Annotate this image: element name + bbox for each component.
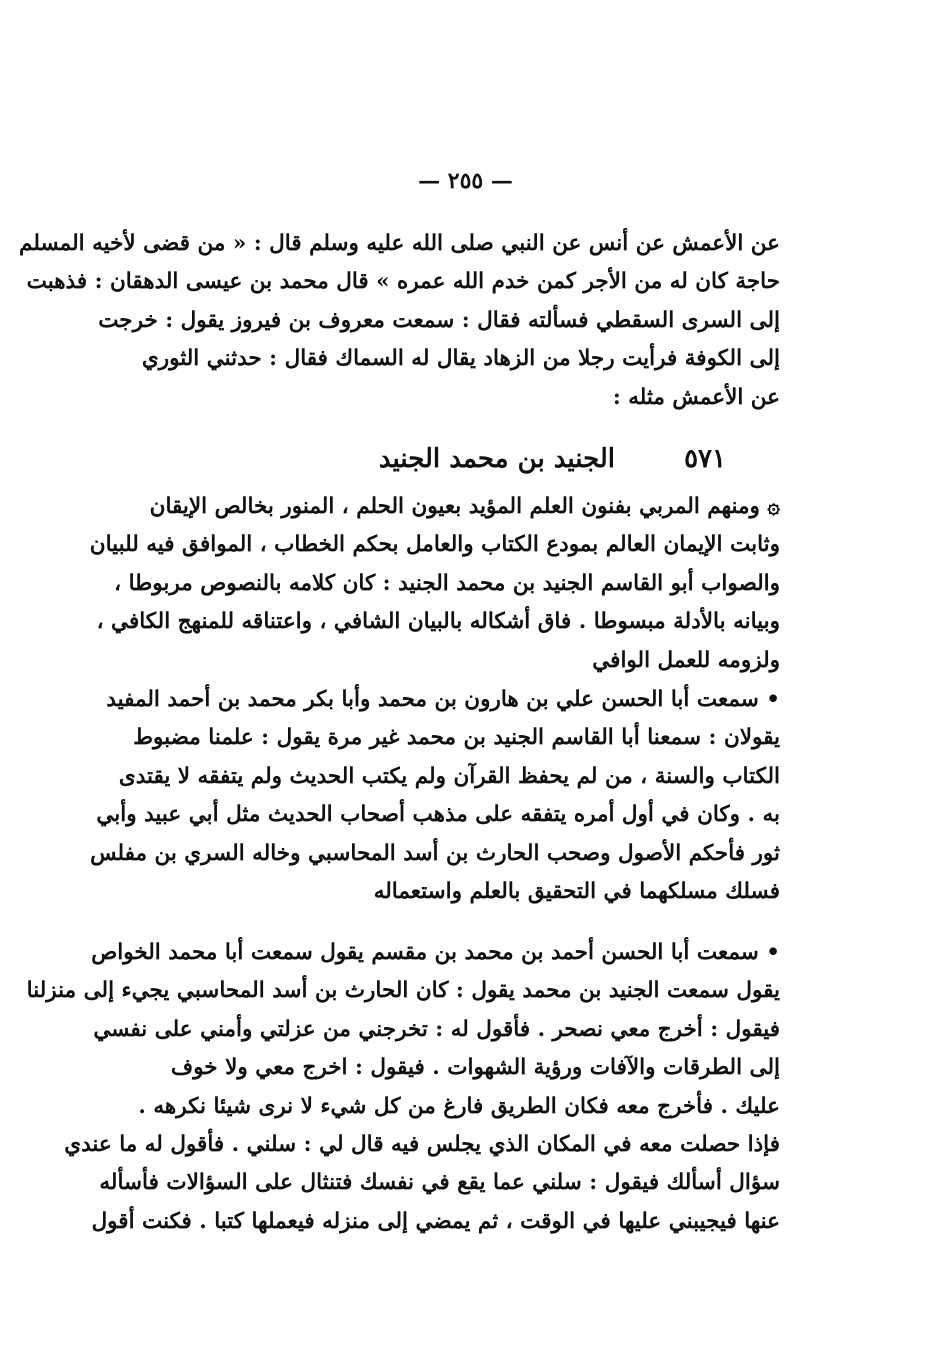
text-line: إلى الكوفة فرأيت رجلا من الزهاد يقال له السماك فقال : حدثني الثوري: [141, 346, 780, 372]
text-line: فإذا حصلت معه في المكان الذي يجلس فيه قال لي : سلني . فأقول له ما عندي: [64, 1131, 780, 1157]
text-line: والصواب أبو القاسم الجنيد بن محمد الجنيد : كان كلامه بالنصوص مربوطا ،: [114, 570, 780, 596]
text-line: عن الأعمش عن أنس عن النبي صلى الله عليه وسلم قال : « من قضى لأخيه المسلم: [19, 231, 780, 256]
entry-heading: [188, 437, 780, 481]
text-line: إلى السرى السقطي فسألته فقال : سمعت معروف بن فيروز يقول : خرجت: [98, 307, 780, 333]
text-line: عنها فيجيبني عليها في الوقت ، ثم يمضي إلى منزله فيعملها كتبا . فكنت أقول: [91, 1208, 780, 1234]
text-line: • سمعت أبا الحسن علي بن هارون بن محمد وأبا بكر محمد بن أحمد المفيد: [106, 687, 780, 712]
text-line: فسلك مسلكهما في التحقيق بالعلم واستعماله: [373, 878, 780, 904]
text-line: يقولان : سمعنا أبا القاسم الجنيد بن محمد غير مرة يقول : علمنا مضبوط: [133, 725, 780, 751]
text-line: إلى الطرقات والآفات ورؤية الشهوات . فيقول : اخرج معي ولا خوف: [170, 1055, 780, 1081]
text-line: فيقول : أخرج معي نصحر . فأقول له : تخرجني من عزلتي وأمني على نفسي: [93, 1016, 780, 1042]
text-line: ولزومه للعمل الوافي: [592, 647, 780, 673]
text-line: الكتاب والسنة ، من لم يحفظ القرآن ولم يكتب الحديث ولم يتفقه لا يقتدى: [118, 763, 780, 789]
text-line: ۞ ومنهم المربي بفنون العلم المؤيد بعيون الحلم ، المنور بخالص الإيقان: [149, 494, 780, 519]
text-line: حاجة كان له من الأجر كمن خدم الله عمره » قال محمد بن عيسى الدهقان : فذهبت: [26, 269, 780, 295]
narration-paragraph: [26, 934, 780, 1241]
text-line: سؤال أسألك فيقول : سلني عما يقع في نفسك فتنثال على السؤالات فأسأله: [99, 1170, 780, 1196]
text-line: ثور فأحكم الأصول وصحب الحارث بن أسد المحاسبي وخاله السري بن مفلس: [90, 840, 780, 866]
text-line: • سمعت أبا الحسن أحمد بن محمد بن مقسم يقول سمعت أبا محمد الخواص: [91, 940, 780, 965]
intro-paragraph: [19, 225, 780, 417]
text-line: عليك . فأخرج معه فكان الطريق فارغ من كل شيء لا نرى شيئا نكرهه .: [138, 1093, 780, 1119]
entry-name: الجنيد بن محمد الجنيد: [378, 444, 615, 474]
text-line: عن الأعمش مثله :: [612, 384, 780, 410]
text-line: به . وكان في أول أمره يتفقه على مذهب أصحاب الحديث مثل أبي عبيد وأبي: [96, 802, 780, 828]
narration-paragraph: [90, 681, 780, 911]
text-line: يقول سمعت الجنيد بن محمد يقول : كان الحارث بن أسد المحاسبي يجيء إلى منزلنا: [26, 978, 780, 1004]
text-line: وبيانه بالأدلة مبسوطا . فاق أشكاله بالبيان الشافي ، واعتناقه للمنهج الكافي ،: [96, 609, 780, 635]
page-number: — ٢٥٥ —: [418, 168, 513, 194]
text-line: وثابت الإيمان العالم بمودع الكتاب والعامل بحكم الخطاب ، الموافق فيه للبيان: [89, 532, 780, 558]
biography-paragraph: [89, 488, 780, 680]
entry-number: ٥٧١: [684, 444, 726, 474]
